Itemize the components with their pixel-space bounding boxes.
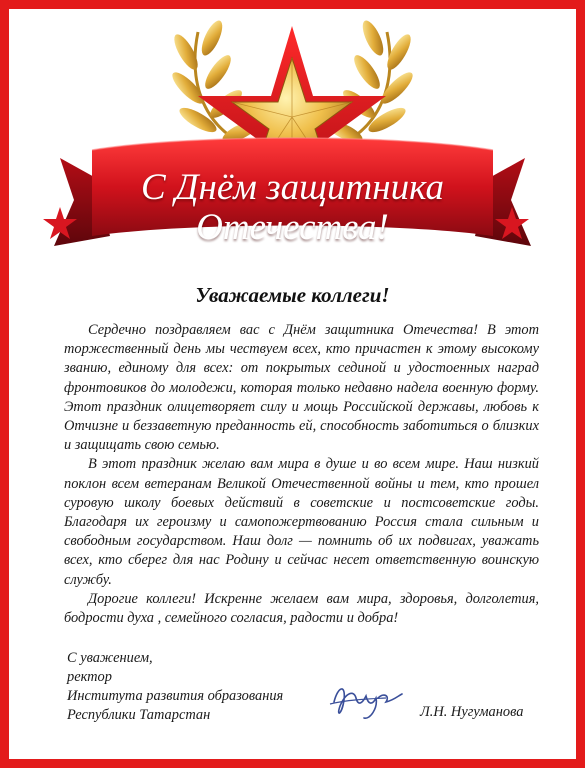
banner-title-line1: С Днём защитника [141,167,444,208]
signature-block [67,649,283,725]
letter-paragraph: В этот праздник желаю вам мира в душе и во всем мире. Наш низкий поклон всем ветеранам Великой Отечественной войны и тем, кто прошел суровую школу боевых действий в советские и постсоветские годы. Благодаря их героизму и самопожертвованию Россия стала сильным и свободным государством. Наш долг — помнить об их подвигах, уважать всех, кто сберег для нас Родину и сейчас несет ответственную воинскую службу. [64,456,539,588]
letter-body [64,321,539,628]
banner-title [60,168,525,248]
signature-line: Республики Татарстан [67,707,211,723]
signatory-name: Л.Н. Нугуманова [420,704,524,720]
banner-title-line2: Отечества! [196,207,389,248]
signature-line: ректор [67,669,112,685]
signature-line: Института развития образования [67,688,284,704]
signature-line: С уважением, [67,650,153,666]
greeting-heading: Уважаемые коллеги! [195,283,390,307]
letter-paragraph: Сердечно поздравляем вас с Днём защитника Отечества! В этот торжественный день мы чествуем всех, кто причастен к этому высокому званию, единому для всех: от покрытых сединой и удостоенных наград фронтовиков до молодежи, которая только недавно надела военную форму. Этот праздник олицетворяет силу и мощь Российской державы, любовь к Отчизне и беззаветную преданность ей, способность заботиться о близких и защищать свою семью. [64,322,539,454]
handwritten-signature [326,674,406,724]
letter-paragraph: Дорогие коллеги! Искренне желаем вам мира, здоровья, долголетия, бодрости духа , семейного согласия, радости и добра! [64,590,539,627]
